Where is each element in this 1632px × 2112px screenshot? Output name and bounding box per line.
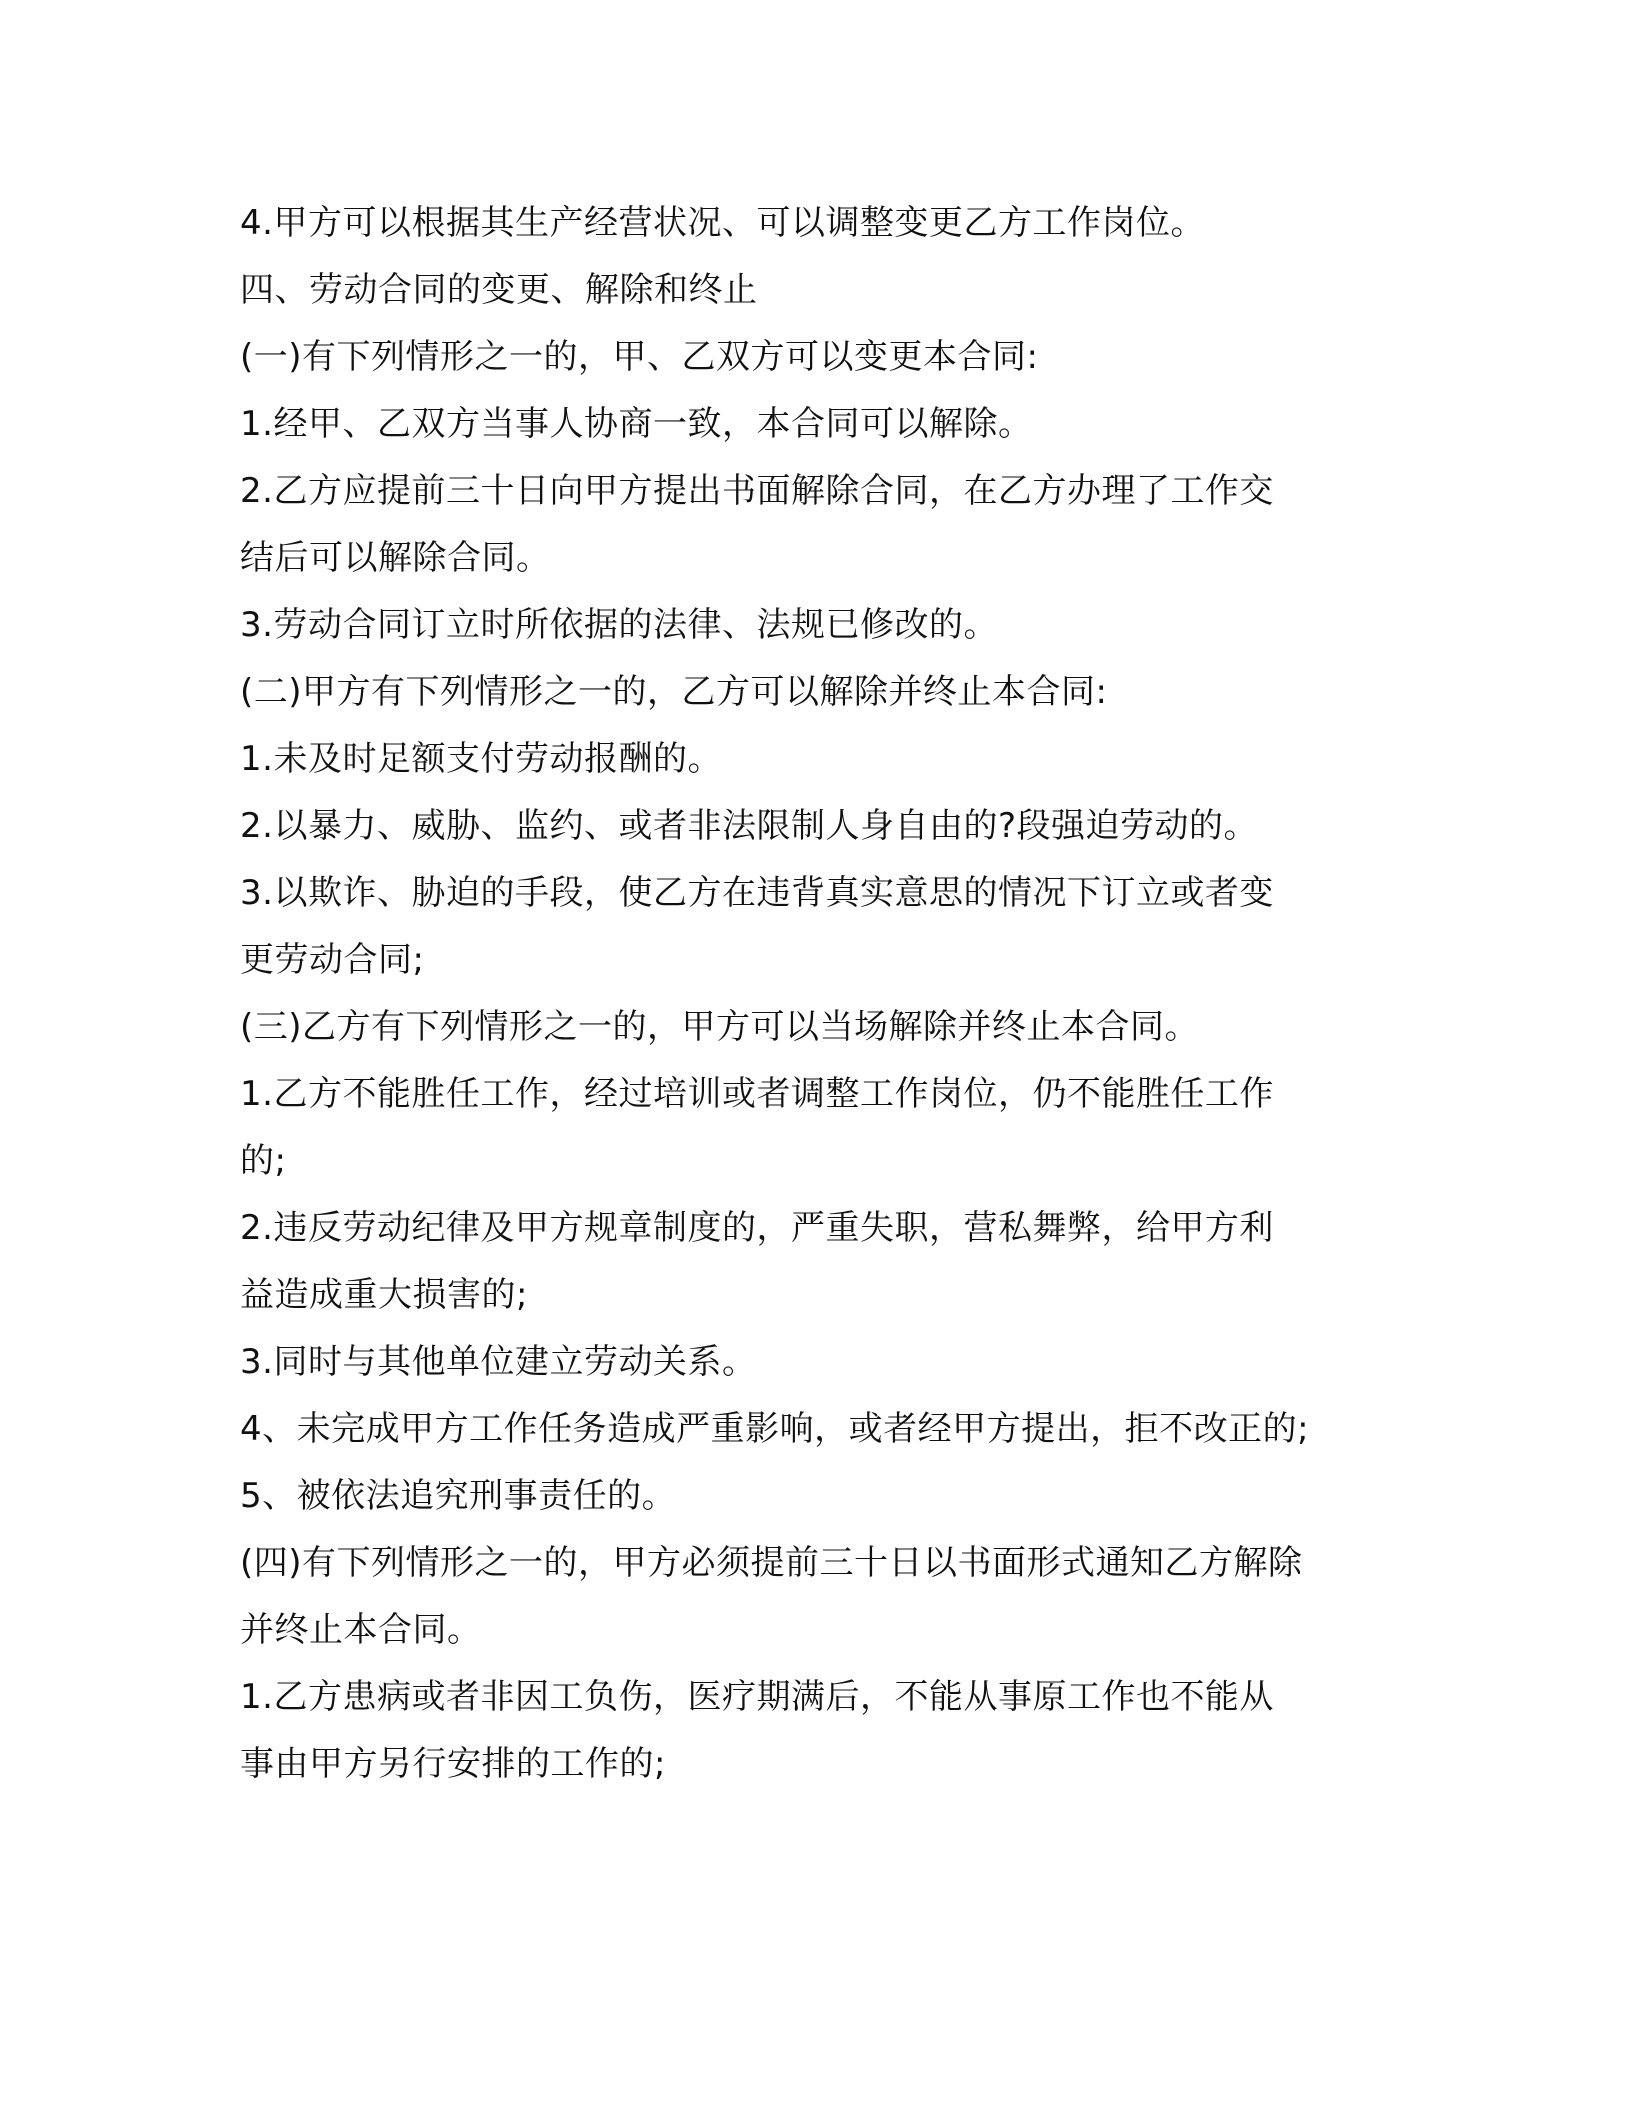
clause-line: 4、未完成甲方工作任务造成严重影响，或者经甲方提出，拒不改正的; xyxy=(240,1409,1310,1449)
subsection-heading: (二)甲方有下列情形之一的，乙方可以解除并终止本合同: xyxy=(240,672,1108,712)
clause-line: 1.乙方不能胜任工作，经过培训或者调整工作岗位，仍不能胜任工作 xyxy=(240,1074,1274,1114)
clause-line-continuation: 益造成重大损害的; xyxy=(240,1275,528,1315)
section-heading: 四、劳动合同的变更、解除和终止 xyxy=(240,270,758,310)
clause-line: 1.乙方患病或者非因工负伤，医疗期满后，不能从事原工作也不能从 xyxy=(240,1677,1274,1717)
subsection-heading: (四)有下列情形之一的，甲方必须提前三十日以书面形式通知乙方解除 xyxy=(240,1543,1303,1583)
clause-line: 3.劳动合同订立时所依据的法律、法规已修改的。 xyxy=(240,605,998,645)
clause-line-continuation: 结后可以解除合同。 xyxy=(240,538,551,578)
document-body xyxy=(240,190,1440,1798)
clause-line: 1.经甲、乙双方当事人协商一致，本合同可以解除。 xyxy=(240,404,1033,444)
clause-line: 5、被依法追究刑事责任的。 xyxy=(240,1476,677,1516)
clause-line: 2.违反劳动纪律及甲方规章制度的，严重失职，营私舞弊，给甲方利 xyxy=(240,1208,1274,1248)
subsection-heading-continuation: 并终止本合同。 xyxy=(240,1610,482,1650)
subsection-heading: (一)有下列情形之一的，甲、乙双方可以变更本合同: xyxy=(240,337,1039,377)
clause-line: 1.未及时足额支付劳动报酬的。 xyxy=(240,739,722,779)
clause-line: 4.甲方可以根据其生产经营状况、可以调整变更乙方工作岗位。 xyxy=(240,203,1205,243)
clause-line-continuation: 的; xyxy=(240,1141,287,1181)
clause-line: 2.乙方应提前三十日向甲方提出书面解除合同，在乙方办理了工作交 xyxy=(240,471,1274,511)
subsection-heading: (三)乙方有下列情形之一的，甲方可以当场解除并终止本合同。 xyxy=(240,1007,1200,1047)
clause-line: 3.同时与其他单位建立劳动关系。 xyxy=(240,1342,757,1382)
clause-line: 2.以暴力、威胁、监约、或者非法限制人身自由的?段强迫劳动的。 xyxy=(240,806,1258,846)
clause-line: 3.以欺诈、胁迫的手段，使乙方在违背真实意思的情况下订立或者变 xyxy=(240,873,1274,913)
clause-line-continuation: 更劳动合同; xyxy=(240,940,425,980)
clause-line-continuation: 事由甲方另行安排的工作的; xyxy=(240,1744,666,1784)
